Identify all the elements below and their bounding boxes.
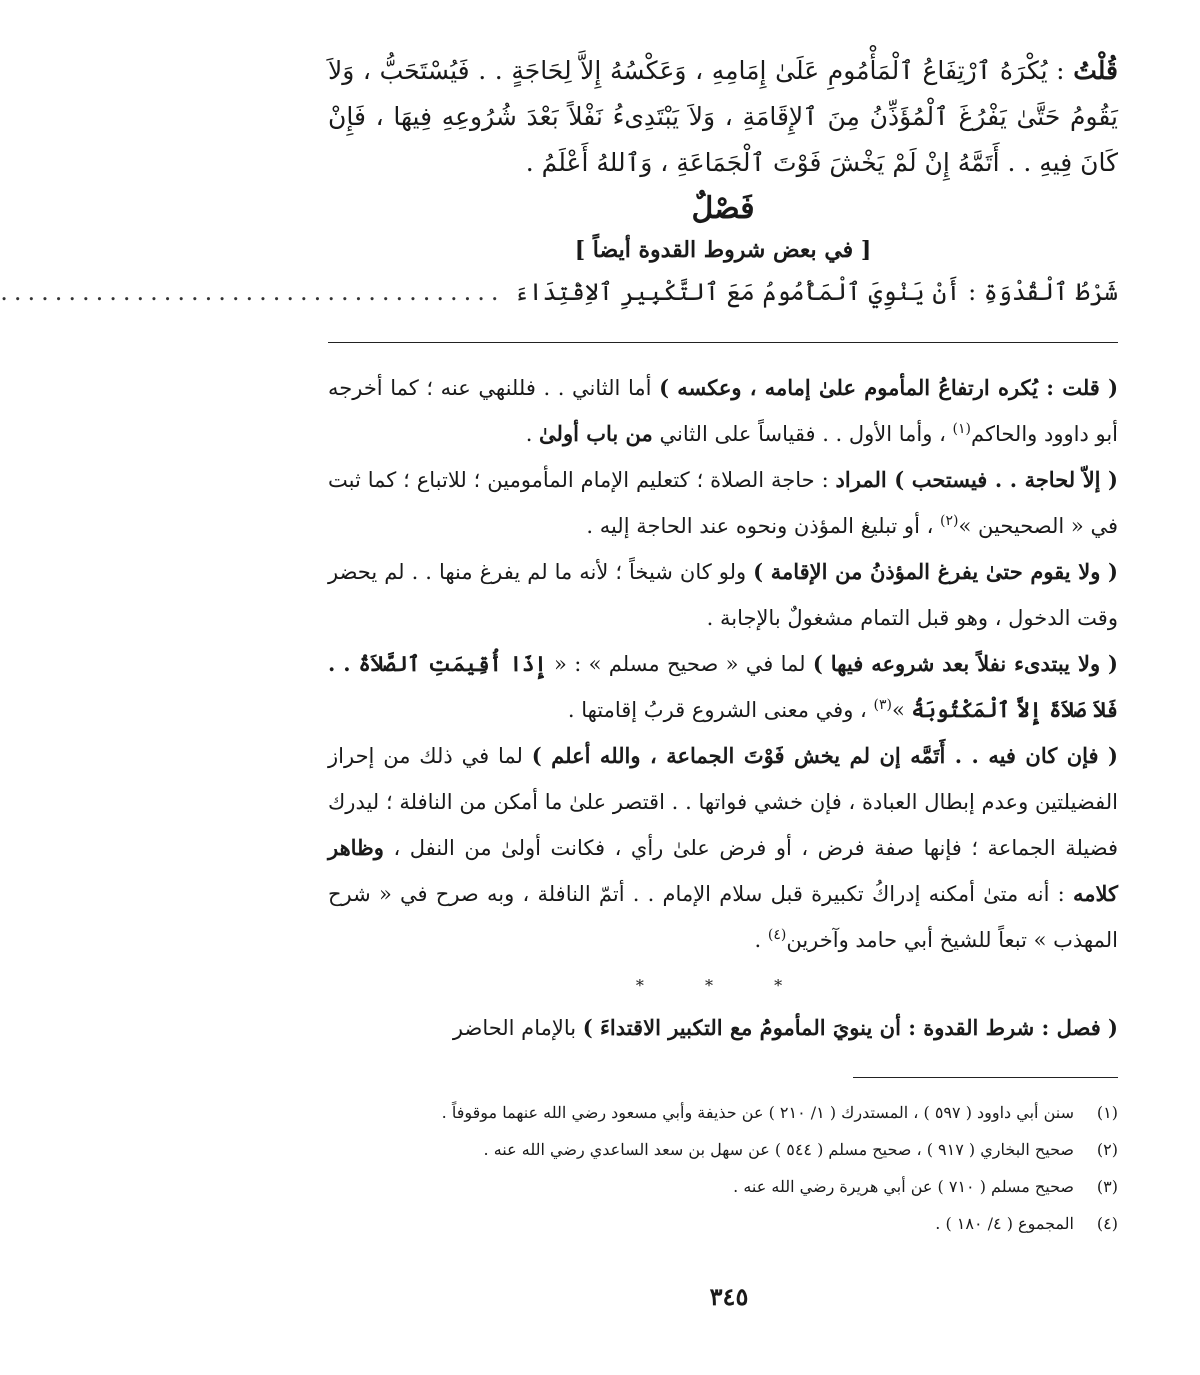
footnote-item [328, 1205, 1118, 1242]
footnote-ref[interactable]: (٣) [873, 697, 892, 713]
quoted-matn: ( فإن كان فيه . . أَتَمَّه إن لم يخش فَوْتَ الجماعة ، والله أعلم ) [531, 743, 1118, 768]
footnote-text: صحيح البخاري ( ٩١٧ ) ، صحيح مسلم ( ٥٤٤ ) عن سهل بن سعد الساعدي رضي الله عنه . [483, 1140, 1074, 1159]
sharh-text: . [754, 928, 768, 952]
section-separator-stars: * * * [635, 976, 811, 995]
sharh-block [328, 365, 1118, 1051]
footnotes-block [328, 1094, 1118, 1242]
footnote-number: (٤) [1096, 1214, 1118, 1233]
footnote-item [328, 1094, 1118, 1131]
fasl-heading: فَصْلٌ [691, 191, 755, 226]
sharh-paragraph-1 [328, 365, 1118, 457]
fasl-line-dots: ..................................... [0, 278, 505, 306]
footnote-text: سنن أبي داوود ( ٥٩٧ ) ، المستدرك ( ١/ ٢١٠ ) عن حذيفة وأبي مسعود رضي الله عنهما موقوفاً . [441, 1103, 1074, 1122]
footnote-text: المجموع ( ٤/ ١٨٠ ) . [935, 1214, 1074, 1233]
emphasis-text: من باب أولىٰ [539, 421, 653, 446]
matn-paragraph [328, 48, 1118, 186]
sharh-text: ، وفي معنى الشروع قربُ إقامتها . [567, 698, 874, 722]
footnote-number: (٣) [1096, 1177, 1118, 1196]
fasl-first-line [0, 270, 1118, 314]
sharh-paragraph-4 [328, 641, 1118, 733]
quoted-matn: ( فصل : شرط القدوة : أن ينويَ المأمومُ مع التكبير الاقتداءَ ) [582, 1015, 1118, 1040]
footnote-ref[interactable]: (٤) [767, 927, 787, 943]
sharh-paragraph-3 [328, 549, 1118, 641]
matn-sharh-divider [328, 342, 1118, 343]
quoted-matn: ( إلاّ لحاجة . . فيستحب ) المراد [835, 467, 1118, 492]
quoted-matn: ( قلت : يُكره ارتفاعُ المأموم علىٰ إمامه ، وعكسه ) [659, 375, 1119, 400]
fasl-line-text: شَرْطُ ٱلْقُدْوَةِ : أَنْ يَنْوِيَ ٱلْمَأْمُومُ مَعَ ٱلتَّكْبِيرِ ٱلاِقْتِدَاءَ [514, 278, 1118, 306]
sharh-paragraph-6 [328, 1005, 1118, 1051]
sharh-text: . [525, 422, 540, 446]
sharh-text: » [891, 698, 912, 722]
sharh-text: لما في « صحيح مسلم » : « [546, 652, 813, 676]
matn-text: : يُكْرَهُ ٱرْتِفَاعُ ٱلْمَأْمُومِ عَلَىٰ إِمَامِهِ ، وَعَكْسُهُ إِلاَّ لِحَاجَةٍ . . فَيُسْتَحَبُّ ، وَلاَ يَقُومُ حَتَّىٰ يَفْرُغَ ٱلْمُؤَذِّنُ مِنَ ٱلإِقَامَةِ ، وَلاَ يَبْتَدِىءُ نَفْلاً بَعْدَ شُرُوعِهِ فِيهَا ، فَإِنْ كَانَ فِيهِ . . أَتَمَّهُ إِنْ لَمْ يَخْشَ فَوْتَ ٱلْجَمَاعَةِ ، وَٱللهُ أَعْلَمُ . [328, 56, 1118, 177]
footnote-text: صحيح مسلم ( ٧١٠ ) عن أبي هريرة رضي الله عنه . [733, 1177, 1074, 1196]
page-number: ٣٤٥ [709, 1282, 749, 1311]
sharh-text: : أنه متىٰ أمكنه إدراكُ تكبيرة قبل سلام الإمام . . أتمّ النافلة ، وبه صرح في « شرح المهذب » تبعاً للشيخ أبي حامد وآخرين [328, 882, 1118, 952]
footnote-ref[interactable]: (١) [952, 421, 971, 437]
hadith-text: إِذَا أُقِيمَتِ ٱلصَّلاَةُ . . فَلاَ صَلاَةَ إِلاَّ ٱلْمَكْتُوبَةُ [328, 651, 1118, 722]
matn-lead-word: قُلْتُ [1073, 56, 1118, 85]
footnote-item [328, 1168, 1118, 1205]
sharh-text: : حاجة الصلاة ؛ كتعليم الإمام المأمومين ؛ للاتباع ؛ كما ثبت في « الصحيحين » [328, 468, 1118, 538]
sharh-text: ، وأما الأول . . فقياساً على الثاني [652, 422, 953, 446]
footnote-number: (١) [1096, 1103, 1118, 1122]
sharh-paragraph-2 [328, 457, 1118, 549]
fasl-subtitle: [ في بعض شروط القدوة أيضاً ] [574, 237, 872, 263]
footnote-ref[interactable]: (٢) [940, 513, 959, 529]
matn-block [328, 48, 1118, 186]
sharh-text: لما في ذلك من إحراز الفضيلتين وعدم إبطال العبادة ، فإن خشي فواتها . . اقتصر علىٰ ما أمكن من النافلة ؛ ليدرك فضيلة الجماعة ؛ فإنها صفة فرض ، أو فرض علىٰ رأي ، فكانت أولىٰ من النفل ، [328, 744, 1118, 860]
quoted-matn: ( ولا يقوم حتىٰ يفرغ المؤذنُ من الإقامة ) [753, 559, 1118, 584]
quoted-matn: ( ولا يبتدىء نفلاً بعد شروعه فيها ) [812, 651, 1118, 676]
sharh-text: أما الثاني . . فللنهي عنه ؛ كما أخرجه أبو داوود والحاكم [328, 376, 1118, 446]
page-content [0, 48, 1119, 1242]
emphasis-text: وظاهر كلامه [328, 835, 1118, 906]
sharh-text: ولو كان شيخاً ؛ لأنه ما لم يفرغ منها . . لم يحضر وقت الدخول ، وهو قبل التمام مشغولٌ بالإجابة . [328, 560, 1118, 630]
sharh-paragraph-5 [328, 733, 1118, 963]
footnote-divider [853, 1077, 1118, 1078]
sharh-text: ، أو تبليغ المؤذن ونحوه عند الحاجة إليه . [586, 514, 941, 538]
sharh-text: بالإمام الحاضر [452, 1016, 583, 1040]
footnote-number: (٢) [1096, 1140, 1118, 1159]
footnote-item [328, 1131, 1118, 1168]
